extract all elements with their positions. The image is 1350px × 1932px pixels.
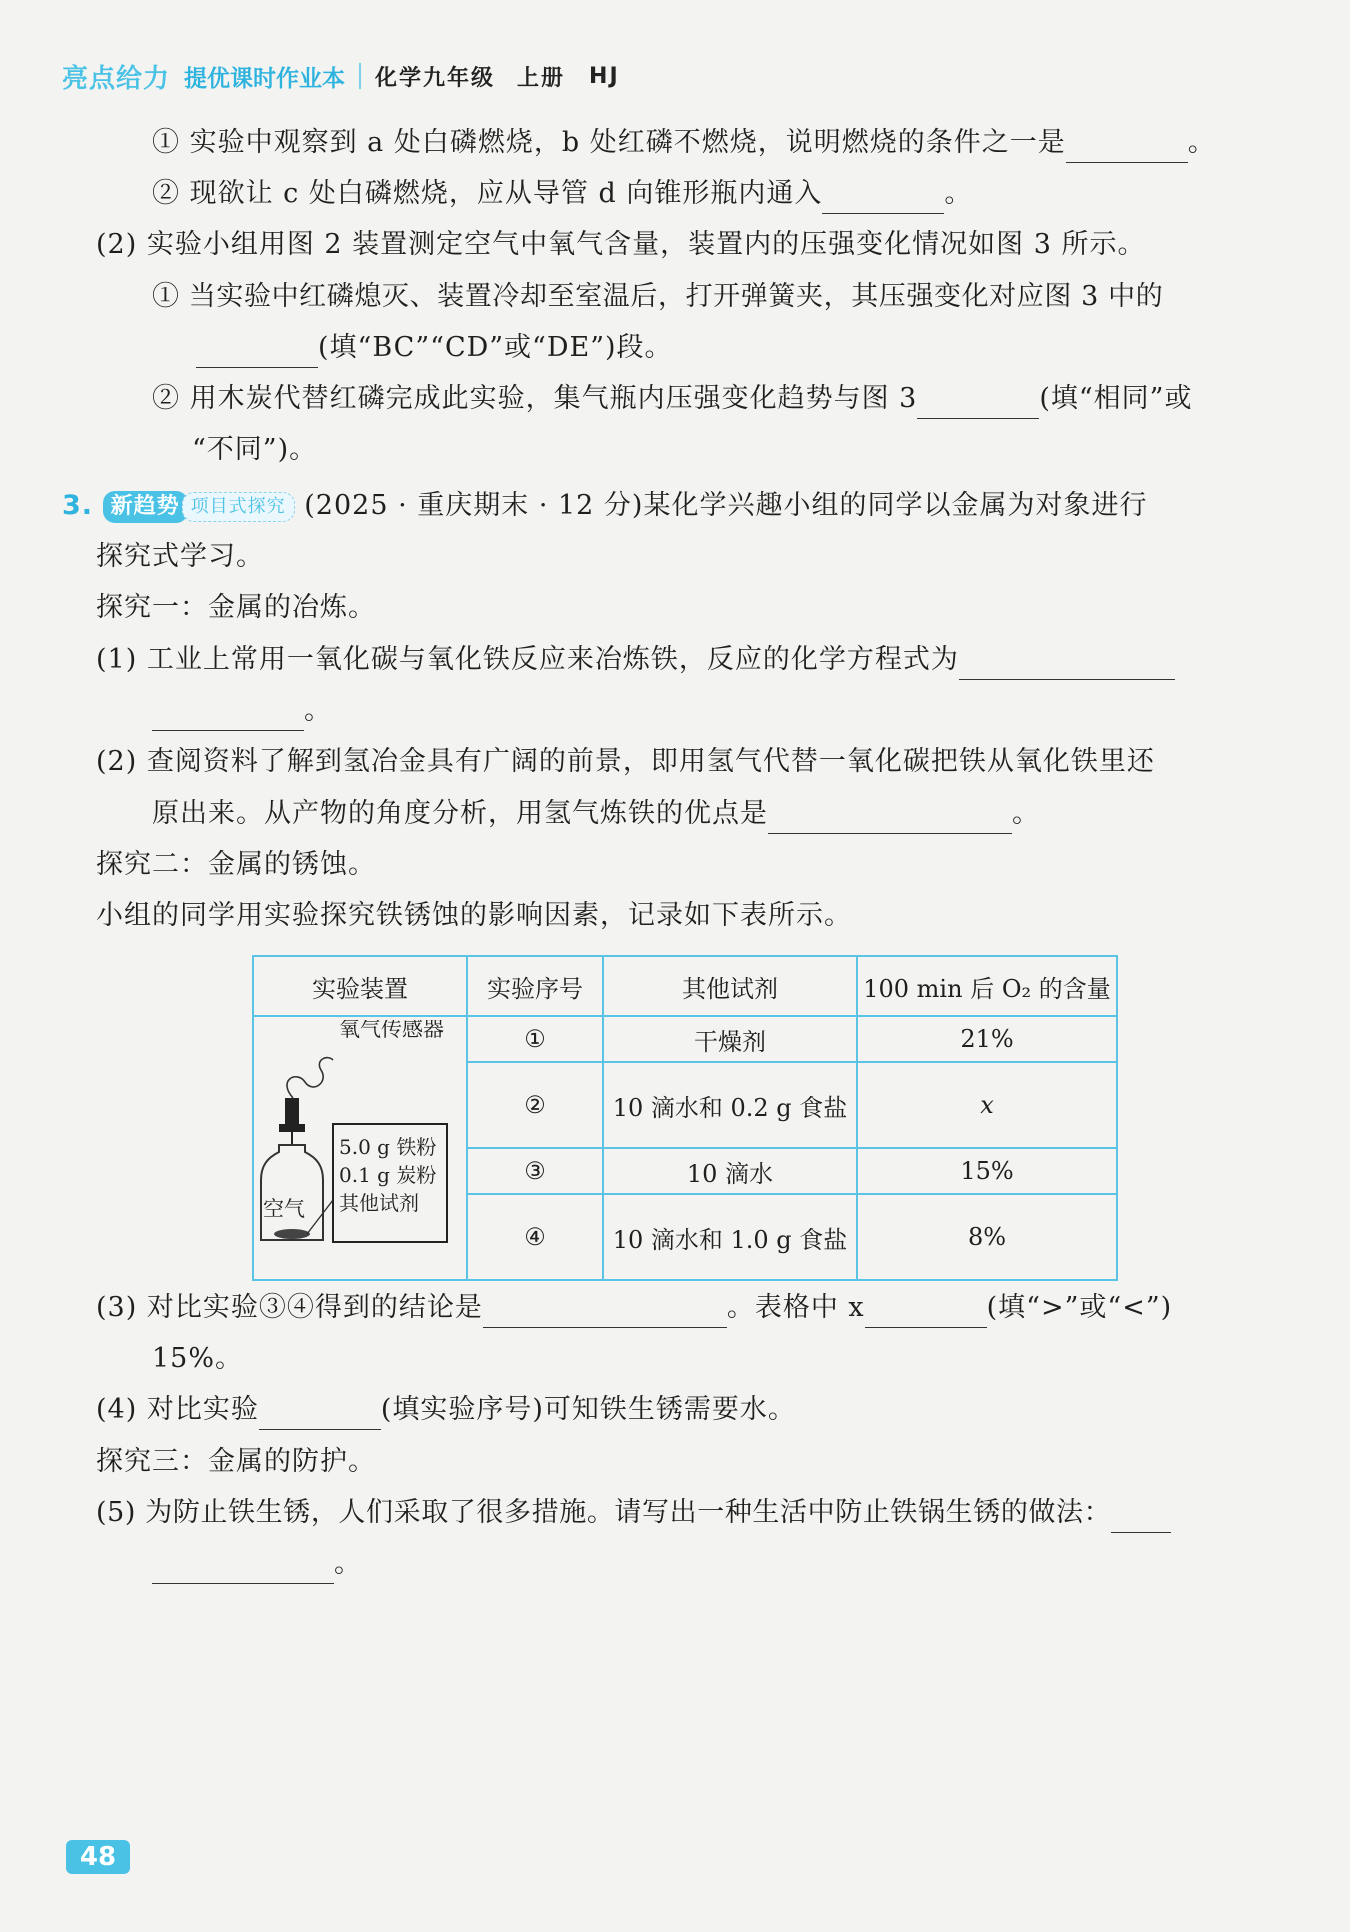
section-heading: [96, 845, 376, 885]
line-text: ① 当实验中红磷熄灭、装置冷却至室温后，打开弹簧夹，其压强变化对应图 3 中的: [152, 281, 1164, 312]
question-line: [96, 896, 852, 936]
o2-cell: 15%: [857, 1148, 1117, 1194]
row-number: ②: [467, 1062, 603, 1148]
header-divider: [359, 63, 361, 89]
section-heading: [96, 588, 376, 628]
experiment-table: [252, 955, 1118, 1281]
page-number: 48: [66, 1840, 130, 1874]
line-text: (2) 实验小组用图 2 装置测定空气中氧气含量，装置内的压强变化情况如图 3 所示。: [96, 229, 1146, 260]
line-text: 探究二：金属的锈蚀。: [96, 849, 376, 880]
line-end: 。: [944, 178, 973, 209]
answer-blank[interactable]: [152, 1553, 334, 1584]
answer-blank[interactable]: [196, 337, 318, 368]
question-line: [96, 1493, 1171, 1533]
brand-logo: 亮点给力: [62, 63, 171, 94]
answer-blank[interactable]: [959, 649, 1175, 680]
question-line: [96, 225, 1146, 265]
answer-blank[interactable]: [1066, 132, 1188, 163]
answer-blank[interactable]: [483, 1297, 727, 1328]
o2-cell: 8%: [857, 1194, 1117, 1280]
line-text: (2025 · 重庆期末 · 12 分)某化学兴趣小组的同学以金属为对象进行: [304, 490, 1148, 521]
apparatus-diagram: [257, 1020, 463, 1270]
reagent-cell: 10 滴水和 0.2 g 食盐: [603, 1062, 857, 1148]
line-text: (填实验序号)可知铁生锈需要水。: [380, 1394, 796, 1425]
line-text: (填“>”或“<”): [986, 1292, 1173, 1323]
table-header: 实验装置: [253, 956, 467, 1016]
line-text: (2) 查阅资料了解到氢冶金具有广阔的前景，即用氢气代替一氧化碳把铁从氧化铁里还: [96, 746, 1155, 777]
line-text: (4) 对比实验: [96, 1394, 259, 1425]
question-line: [96, 1288, 1172, 1328]
line-text: (5) 为防止铁生锈，人们采取了很多措施。请写出一种生活中防止铁锅生锈的做法：: [96, 1497, 1112, 1528]
apparatus-cell: [253, 1016, 467, 1280]
line-text: (填“相同”或: [1039, 383, 1193, 414]
question-line: [152, 123, 1216, 163]
question-line: [96, 640, 1175, 680]
question-line: [152, 174, 972, 214]
table-header: 100 min 后 O₂ 的含量: [857, 956, 1117, 1016]
line-text: (3) 对比实验③④得到的结论是: [96, 1292, 483, 1323]
line-end: 。: [1012, 798, 1040, 829]
line-text: 15%。: [152, 1343, 244, 1374]
answer-blank[interactable]: [152, 700, 304, 731]
question-line: [152, 1339, 243, 1379]
line-text: “不同”)。: [192, 434, 318, 465]
answer-blank[interactable]: [259, 1399, 381, 1430]
line-text: 探究式学习。: [96, 541, 264, 572]
answer-blank[interactable]: [917, 388, 1039, 419]
question-number: 3.: [62, 490, 94, 521]
book-series: 提优课时作业本: [184, 65, 346, 92]
line-text: 。表格中 x: [726, 1292, 865, 1323]
line-text: ② 现欲让 c 处白磷燃烧，应从导管 d 向锥形瓶内通入: [152, 178, 823, 209]
reagent-cell: 10 滴水: [603, 1148, 857, 1194]
line-text: 原出来。从产物的角度分析，用氢气炼铁的优点是: [152, 798, 768, 829]
answer-blank[interactable]: [822, 183, 944, 214]
box-line: 0.1 g 炭粉: [339, 1163, 437, 1187]
line-end: 。: [1187, 127, 1216, 158]
question-line: [152, 379, 1192, 419]
line-end: 。: [334, 1548, 362, 1579]
line-end: 。: [304, 695, 332, 726]
question-line: [152, 277, 1163, 317]
question-line: [152, 794, 1040, 834]
subject-label: 化学九年级: [375, 65, 496, 91]
trend-badge: 新趋势: [103, 491, 188, 523]
question-line: [96, 742, 1155, 782]
table-header-row: [253, 956, 1117, 1016]
line-text: (填“BC”“CD”或“DE”)段。: [318, 332, 673, 363]
answer-blank[interactable]: [865, 1297, 987, 1328]
table-header: 其他试剂: [603, 956, 857, 1016]
question-3-title: [62, 486, 1147, 526]
line-text: 探究三：金属的防护。: [96, 1446, 376, 1477]
table-header: 实验序号: [467, 956, 603, 1016]
question-line: [96, 537, 264, 577]
answer-blank[interactable]: [768, 803, 1012, 834]
question-line: [196, 328, 673, 368]
box-line: 5.0 g 铁粉: [339, 1135, 437, 1159]
o2-cell: 21%: [857, 1016, 1117, 1062]
row-number: ③: [467, 1148, 603, 1194]
answer-blank[interactable]: [1111, 1502, 1171, 1533]
line-text: ① 实验中观察到 a 处白磷燃烧，b 处红磷不燃烧，说明燃烧的条件之一是: [152, 127, 1066, 158]
project-badge: 项目式探究: [182, 492, 295, 522]
line-text: ② 用木炭代替红磷完成此实验，集气瓶内压强变化趋势与图 3: [152, 383, 918, 414]
box-line: 其他试剂: [339, 1191, 419, 1215]
section-heading: [96, 1442, 376, 1482]
line-text: 小组的同学用实验探究铁锈蚀的影响因素，记录如下表所示。: [96, 900, 852, 931]
page-header: [62, 56, 620, 96]
o2-cell: x: [857, 1062, 1117, 1148]
question-line: [96, 1390, 796, 1430]
question-line: [192, 430, 317, 470]
edition-label: HJ: [589, 63, 620, 89]
air-label: 空气: [263, 1197, 305, 1221]
sensor-label: 氧气传感器: [339, 1020, 444, 1041]
question-line: [152, 691, 332, 731]
row-number: ①: [467, 1016, 603, 1062]
reagent-cell: 10 滴水和 1.0 g 食盐: [603, 1194, 857, 1280]
question-line: [152, 1544, 362, 1584]
line-text: 探究一：金属的冶炼。: [96, 592, 376, 623]
table-row: [253, 1016, 1117, 1062]
row-number: ④: [467, 1194, 603, 1280]
line-text: (1) 工业上常用一氧化碳与氧化铁反应来冶炼铁，反应的化学方程式为: [96, 644, 959, 675]
reagent-cell: 干燥剂: [603, 1016, 857, 1062]
volume-label: 上册: [517, 65, 566, 91]
